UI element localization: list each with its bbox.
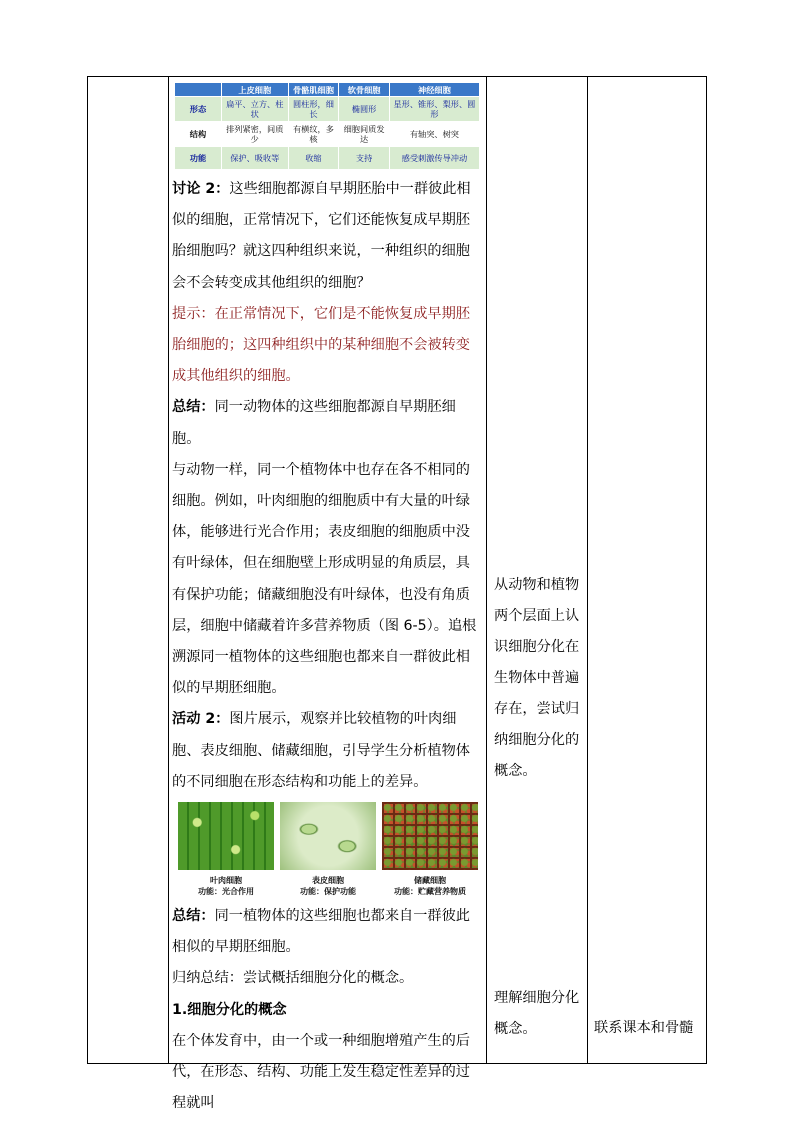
activity-text: 图片展示，观察并比较植物的叶肉细胞、表皮细胞、储藏细胞，引导学生分析植物体的不同细胞在形态结构和功能上的差异。 xyxy=(172,711,470,790)
photo-function: 功能：光合作用 xyxy=(198,887,254,897)
table-cell: 有轴突、树突 xyxy=(389,122,479,147)
table-cell: 支持 xyxy=(339,147,390,170)
table-header: 软骨细胞 xyxy=(339,83,390,97)
summary-animal xyxy=(172,392,484,454)
hint-text: 提示：在正常情况下，它们是不能恢复成早期胚胎细胞的；这四种组织中的某种细胞不会被转变成其他组织的细胞。 xyxy=(172,305,470,385)
photo-caption: 表皮细胞 xyxy=(312,876,344,886)
design-intent-1: 从动物和植物两个层面上认识细胞分化在生物体中普遍存在，尝试归纳细胞分化的概念。 xyxy=(494,577,580,779)
table-cell: 排列紧密，间质少 xyxy=(222,122,289,147)
photo-storage xyxy=(382,802,478,897)
table-cell: 感受刺激传导冲动 xyxy=(389,147,479,170)
photo-function: 功能：保护功能 xyxy=(300,887,356,897)
summary-text: 同一动物体的这些细胞都源自早期胚细胞。 xyxy=(172,399,456,447)
row-label: 结构 xyxy=(175,122,222,147)
design-intent-2: 理解细胞分化概念。 xyxy=(494,990,580,1037)
plant-cells-paragraph: 与动物一样，同一个植物体中也存在各不相同的细胞。例如，叶肉细胞的细胞质中有大量的叶绿体，能够进行光合作用；表皮细胞的细胞质中没有叶绿体，但在细胞壁上形成明显的角质层，具有保护功能；储藏细胞没有叶绿体，也没有角质层，细胞中储藏着许多营养物质（图 6-5）。追根溯源同一植物体的这些细胞也都来自一群彼此相似的早期胚细胞。 xyxy=(172,461,477,697)
storage-cell-image xyxy=(382,802,478,870)
table-cell: 椭圆形 xyxy=(339,97,390,122)
photo-caption: 储藏细胞 xyxy=(414,876,446,886)
column-divider xyxy=(587,77,588,1063)
table-cell: 有横纹，多核 xyxy=(288,122,339,147)
photo-caption: 叶肉细胞 xyxy=(210,876,242,886)
table-cell: 扁平、立方、柱状 xyxy=(222,97,289,122)
animal-cell-comparison-table xyxy=(174,82,480,170)
induction-text: 尝试概括细胞分化的概念。 xyxy=(242,970,414,987)
summary-text: 同一植物体的这些细胞也都来自一群彼此相似的早期胚细胞。 xyxy=(172,908,470,956)
photo-function: 功能：贮藏营养物质 xyxy=(394,887,466,897)
discussion-text: 这些细胞都源自早期胚胎中一群彼此相似的细胞，正常情况下，它们还能恢复成早期胚胎细胞吗？就这四种组织来说，一种组织的细胞会不会转变成其他组织的细胞？ xyxy=(172,181,471,291)
notes-text: 联系课本和骨髓 xyxy=(594,1020,694,1036)
activity-2 xyxy=(172,704,484,798)
column-divider xyxy=(168,77,169,1063)
table-corner xyxy=(175,83,222,97)
activity-label: 活动 2： xyxy=(172,711,230,728)
row-label: 形态 xyxy=(175,97,222,122)
discussion-2 xyxy=(172,174,484,299)
table-cell: 圆柱形，细长 xyxy=(288,97,339,122)
section-title: 1.细胞分化的概念 xyxy=(172,1001,287,1018)
table-header: 骨骼肌细胞 xyxy=(288,83,339,97)
epidermal-cell-image xyxy=(280,802,376,870)
photo-mesophyll xyxy=(178,802,274,897)
summary-plant xyxy=(172,901,484,963)
mesophyll-cell-image xyxy=(178,802,274,870)
photo-epidermis xyxy=(280,802,376,897)
summary-label: 总结： xyxy=(172,399,215,416)
summary-label: 总结： xyxy=(172,908,215,925)
table-cell: 保护、吸收等 xyxy=(222,147,289,170)
table-header: 神经细胞 xyxy=(389,83,479,97)
teaching-process-column xyxy=(172,82,484,1119)
table-header: 上皮细胞 xyxy=(222,83,289,97)
table-cell: 细胞间质发达 xyxy=(339,122,390,147)
row-label: 功能 xyxy=(175,147,222,170)
column-divider xyxy=(486,77,487,1063)
induction-summary xyxy=(172,963,484,994)
table-cell: 星形、锥形、梨形、圆形 xyxy=(389,97,479,122)
induction-label: 归纳总结： xyxy=(172,970,243,987)
discussion-label: 讨论 2： xyxy=(172,181,230,197)
table-cell: 收缩 xyxy=(288,147,339,170)
plant-cell-photos xyxy=(178,802,478,897)
section-text: 在个体发育中，由一个或一种细胞增殖产生的后代，在形态、结构、功能上发生稳定性差异的过程就叫 xyxy=(172,1032,470,1112)
